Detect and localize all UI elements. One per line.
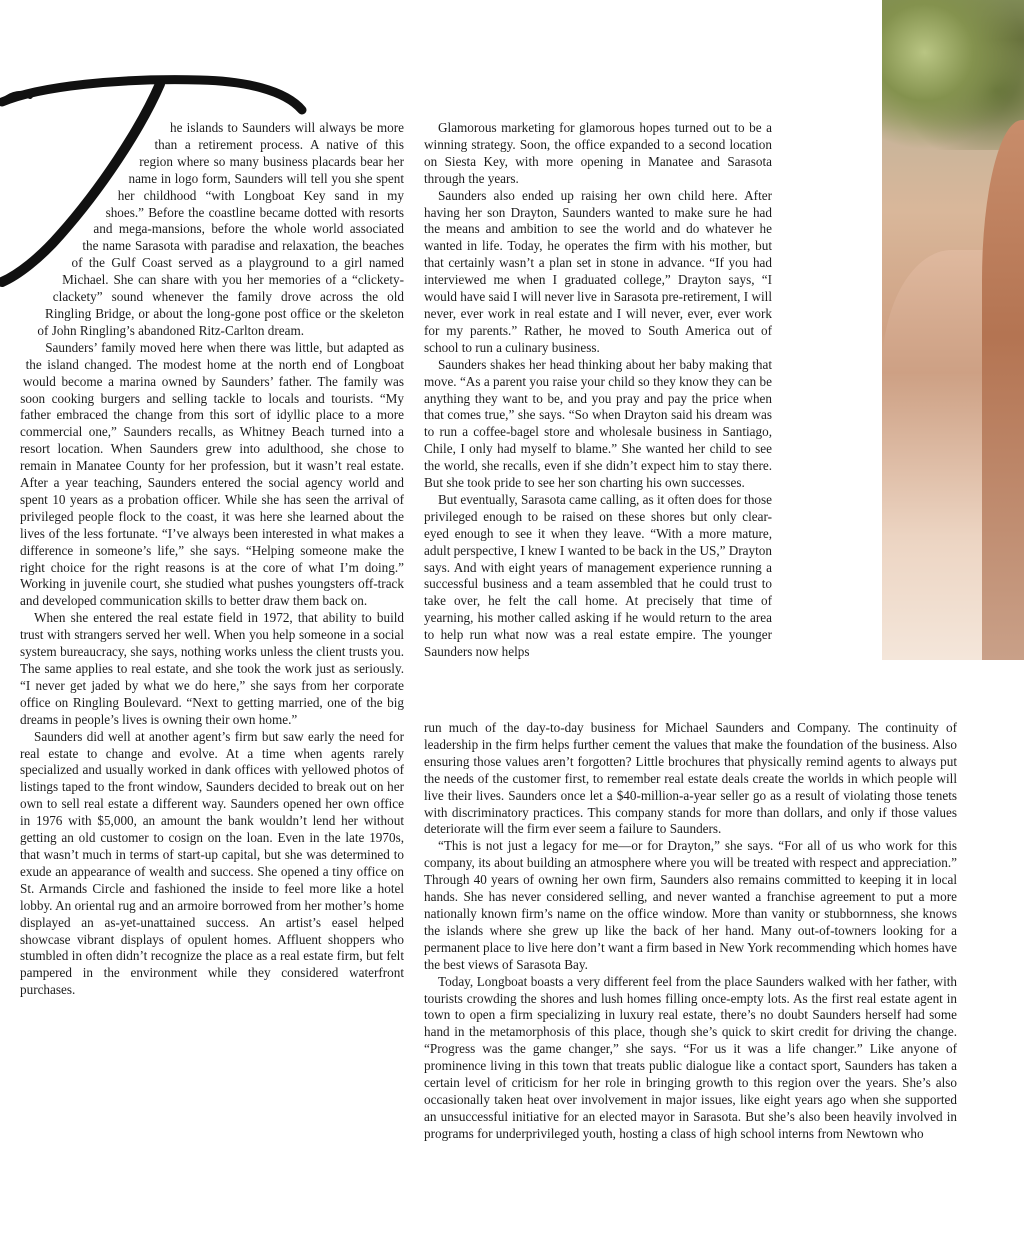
photo-figure [982, 120, 1024, 660]
col2-paragraph-1: Glamorous marketing for glamorous hopes turned out to be a winning strategy. Soon, the office expanded to a second location on Siesta Key, with more opening in Manatee and Sarasota through the years. [424, 120, 772, 186]
col3-paragraph-1: run much of the day-to-day business for Michael Saunders and Company. The continuity of leadership in the firm helps further cement the values that make the foundation of the business. Also ensuring those values aren’t forgotten? Little brochures that physically remind agents to always put the needs of the customer first, to remember real estate deals create the worlds in which people will live their lives. Saunders once let a $40-million-a-year seller go as a result of violating those tenets with discriminatory practices. This company stands for more than dollars, and only if those values deteriorate will the firm ever seem a failure to Saunders. [424, 720, 957, 837]
column-2 [424, 120, 772, 661]
col1-paragraph-4: Saunders did well at another agent’s firm but saw early the need for real estate to change and evolve. At a time when agents rarely specialized and usually worked in dank offices with yellowed photos of listings taped to the front window, Saunders decided to break out on her own to sell real estate a different way. Saunders opened her own office in 1976 with $5,000, an amount the bank wouldn’t lend her without getting an old customer to cosign on the loan. Even in the late 1970s, that wasn’t much in terms of start-up capital, but she was determined to exude an appearance of wealth and success. She opened a tiny office on St. Armands Circle and fashioned the inside to feel more like a hotel lobby. An oriental rug and an armoire borrowed from her mother’s home displayed an as-yet-unattained success. An artist’s easel helped showcase vibrant displays of opulent homes. Affluent shoppers who stumbled in often didn’t recognize the place as a real estate firm, but felt pampered in the environment while they considered waterfront purchases. [20, 728, 404, 998]
photo-portrait [882, 0, 1024, 660]
col2-paragraph-4: But eventually, Sarasota came calling, as it often does for those privileged enough to be raised on these shores but only clear-eyed enough to see it when they leave. “With a more mature, adult perspective, I knew I wanted to be back in the US,” Drayton says. And with eight years of management experience running a successful business and a team assembled that he could trust to take over, he felt the call home. At precisely that time of yearning, his mother called asking if he would return to the area to help run what now was a real estate empire. The younger Saunders now helps [424, 491, 772, 660]
col1-paragraph-2: Saunders’ family moved here when there was little, but adapted as the island changed. The modest home at the north end of Longboat would become a marina owned by Saunders’ father. The family was soon cooking burgers and selling tackle to locals and tourists. “My father embraced the change from this sort of idyllic place to a more commercial one,” Saunders recalls, as Whitney Beach turned into a resort location. When Saunders grew into adulthood, she chose to remain in Manatee County for her profession, but it wasn’t real estate. After a year teaching, Saunders entered the social agency world and spent 10 years as a probation officer. While she has seen the arrival of privileged people flock to the coast, it was here she learned about the lives of the less fortunate. “I’ve always been interested in what makes a difference in someone’s life,” she says. “Helping someone make the right choice for the right reasons is at the core of what I’m doing.” Working in juvenile court, she studied what pushes youngsters off-track and developed communication skills to better draw them back on. [20, 339, 404, 609]
column-1 [20, 120, 404, 999]
column-3-wide [424, 720, 957, 1143]
photo-foliage [882, 0, 1024, 150]
col2-paragraph-3: Saunders shakes her head thinking about her baby making that move. “As a parent you raise your child so they know they can be anything they want to be, and you pray and pay the price when that comes true,” she says. “So when Drayton said his dream was to run a coffee-bagel store and wholesale business in Santiago, Chile, I only had myself to blame.” She wanted her child to see the world, she recalls, even if she didn’t expect him to stay there. But she took pride to see her son charting his own successes. [424, 356, 772, 491]
col3-paragraph-3: Today, Longboat boasts a very different feel from the place Saunders walked with her father, with tourists crowding the shores and lush homes filling once-empty lots. As the first real estate agent in town to open a firm specializing in luxury real estate, there’s no doubt Saunders herself had some hand in the metamorphosis of this place, though she’s quick to skirt credit for driving the change. “Progress was the game changer,” she says. “For us it was a life changer.” Like anyone of prominence living in this town that treats public dialogue like a contact sport, Saunders has taken a certain level of criticism for her role in bringing growth to this region over the years. She’s also occasionally taken heat over involvement in major issues, like eight years ago when she supported an unsuccessful initiative for an elected mayor in Sarasota. But she’s also been heavily involved in programs for underprivileged youth, hosting a class of high school interns from Newtown who [424, 973, 957, 1141]
col2-paragraph-2: Saunders also ended up raising her own child here. After having her son Drayton, Saunders wanted to make sure he had the means and ambition to see the world and do whatever he wanted in life. Today, he operates the firm with his mother, but that certainly wasn’t a plan set in stone in advance. “If you had interviewed me when I graduated college,” Drayton says, “I would have said I will never live in Sarasota pre-retirement, I will never, ever work in real estate and I will never, ever, ever work for my parents.” Rather, he moved to South America out of school to run a culinary business. [424, 187, 772, 355]
col1-paragraph-3: When she entered the real estate field in 1972, that ability to build trust with strangers served her well. When you help someone in a social system bureaucracy, she says, nothing works unless the client trusts you. The same applies to real estate, and she took the work just as seriously. “I never get jaded by what we do here,” she says from her corporate office on Ringling Boulevard. “Next to getting married, one of the big dreams in people’s lives is owning their own home.” [20, 610, 404, 727]
col1-paragraph-1: he islands to Saunders will always be more than a retirement process. A native of this region where so many business placards bear her name in logo form, Saunders will tell you she spent her childhood “with Longboat Key sand in my shoes.” Before the coastline became dotted with resorts and mega-mansions, before the whole world associated the name Sarasota with paradise and relaxation, the beaches of the Gulf Coast served as a playground to a girl named Michael. She can share with you her memories of a “clickety-clackety” sound whenever the family drove across the old Ringling Bridge, or about the long-gone post office or the skeleton of John Ringling’s abandoned Ritz-Carlton dream. [37, 120, 404, 338]
col3-paragraph-2: “This is not just a legacy for me—or for Drayton,” she says. “For all of us who work for this company, its about building an atmosphere where you will be treated with respect and appreciation.” Through 40 years of owning her own firm, Saunders also remains committed to keeping it in local hands. She has never considered selling, and never wanted a franchise agreement to put a more nationally known firm’s name on the office window. More than vanity or stubbornness, she knows the islands where she grew up like the back of her hand. Many out-of-towners looking for a permanent place to live here don’t want a firm based in New York recommending which homes have the best views of Sarasota Bay. [424, 838, 957, 972]
